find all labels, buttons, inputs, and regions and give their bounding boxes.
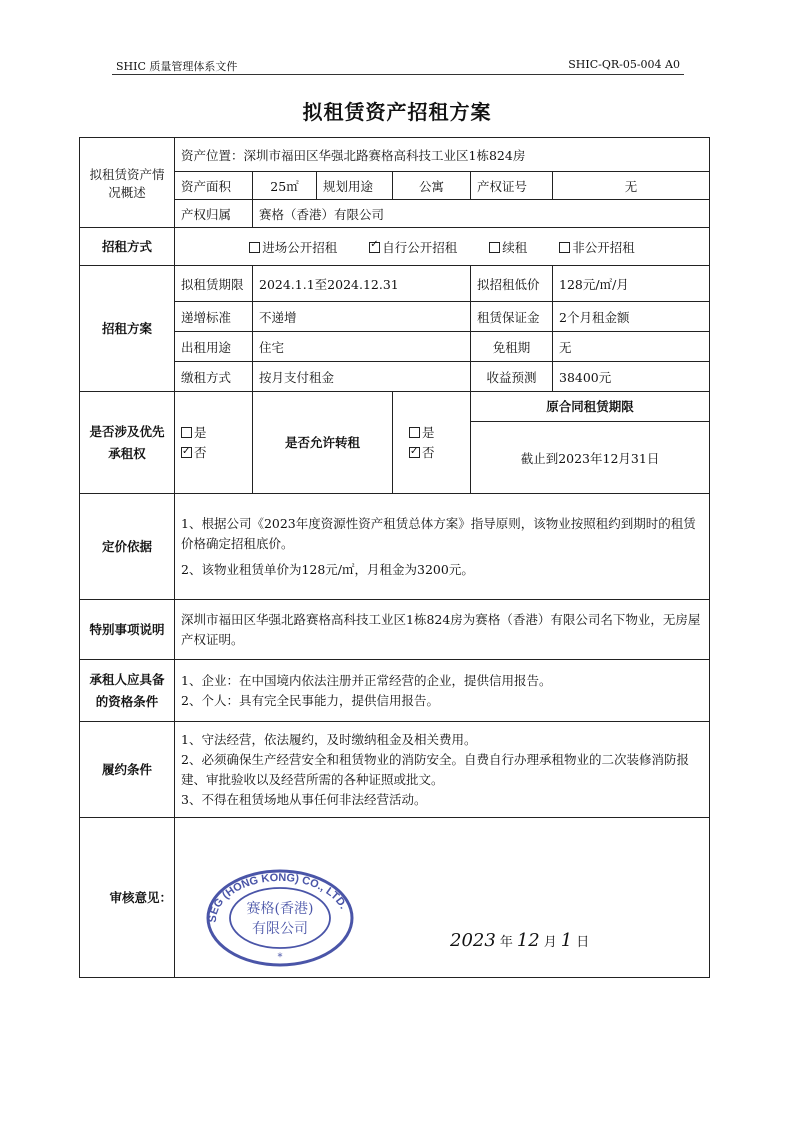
checkbox-checked-icon	[369, 242, 380, 253]
sublet-yes[interactable]: 是	[409, 423, 464, 443]
sublet-label: 是否允许转租	[253, 392, 393, 494]
deposit-value: 2个月租金额	[553, 302, 710, 332]
perform-line-2: 2、必须确保生产经营安全和租赁物业的消防安全。自费自行办理承租物业的二次装修消防报建、审批验收以及经营所需的各种证照或批文。	[181, 751, 689, 787]
free-label: 免租期	[471, 332, 553, 362]
price-label: 拟招租低价	[471, 266, 553, 302]
use-value: 住宅	[253, 332, 471, 362]
increase-value: 不递增	[253, 302, 471, 332]
qualify-line-1: 1、企业：在中国境内依法注册并正常经营的企业，提供信用报告。	[181, 672, 552, 688]
date-year: 2023	[450, 930, 496, 951]
increase-label: 递增标准	[175, 302, 253, 332]
special-label: 特别事项说明	[80, 600, 175, 660]
seal-inner-2: 有限公司	[252, 921, 308, 937]
method-option-2[interactable]: ✓ 自行公开招租	[369, 240, 457, 255]
checkbox-icon	[409, 427, 420, 438]
perform-text	[175, 722, 710, 818]
priority-choice	[175, 392, 253, 494]
pay-label: 缴租方式	[175, 362, 253, 392]
date-day: 1	[560, 930, 573, 951]
owner-value: 赛格（香港）有限公司	[253, 200, 710, 228]
checkbox-icon	[181, 427, 192, 438]
priority-label: 是否涉及优先承租权	[80, 392, 175, 494]
period-value: 2024.1.1至2024.12.31	[253, 266, 471, 302]
method-options	[175, 228, 710, 266]
priority-no[interactable]: ✓否	[181, 443, 246, 463]
checkbox-icon	[489, 242, 500, 253]
seal-star-icon: *	[277, 952, 283, 963]
page-title: 拟租赁资产招租方案	[302, 100, 492, 124]
area-label: 资产面积	[175, 172, 253, 200]
qualify-line-2: 2、个人：具有完全民事能力，提供信用报告。	[181, 692, 439, 708]
asset-location: 资产位置：深圳市福田区华强北路赛格高科技工业区1栋824房	[175, 138, 710, 172]
free-value: 无	[553, 332, 710, 362]
period-label: 拟租赁期限	[175, 266, 253, 302]
header-right: SHIC-QR-05-004 A0	[568, 58, 680, 71]
date-month: 12	[516, 930, 540, 951]
sublet-no[interactable]: ✓否	[409, 443, 464, 463]
usage-value: 公寓	[393, 172, 471, 200]
cert-label: 产权证号	[471, 172, 553, 200]
orig-term-value: 截止到2023年12月31日	[471, 422, 710, 494]
checkbox-checked-icon	[409, 447, 420, 458]
seal-outer-text: SEG (HONG KONG) CO., LTD.	[206, 871, 350, 923]
pricing-line-1: 1、根据公司《2023年度资源性资产租赁总体方案》指导原则，该物业按照租约到期时的租赁价格确定招租底价。	[181, 515, 696, 551]
overview-label: 拟租赁资产情况概述	[80, 138, 175, 228]
priority-yes[interactable]: 是	[181, 423, 246, 443]
checkbox-icon	[249, 242, 260, 253]
income-label: 收益预测	[471, 362, 553, 392]
pricing-text	[175, 494, 710, 600]
checkbox-icon	[559, 242, 570, 253]
sublet-choice	[393, 392, 471, 494]
review-label: 审核意见：	[80, 818, 175, 978]
income-value: 38400元	[553, 362, 710, 392]
method-label: 招租方式	[80, 228, 175, 266]
perform-label: 履约条件	[80, 722, 175, 818]
perform-line-3: 3、不得在租赁场地从事任何非法经营活动。	[181, 791, 427, 807]
usage-label: 规划用途	[317, 172, 393, 200]
owner-label: 产权归属	[175, 200, 253, 228]
header-left: SHIC 质量管理体系文件	[116, 60, 238, 73]
special-text: 深圳市福田区华强北路赛格高科技工业区1栋824房为赛格（香港）有限公司名下物业，无房屋产权证明。	[175, 600, 710, 660]
review-date: 2023 年 12 月 1 日	[450, 930, 590, 951]
company-seal	[205, 868, 355, 968]
qualify-label: 承租人应具备的资格条件	[80, 660, 175, 722]
price-value: 128元/㎡/月	[553, 266, 710, 302]
area-value: 25㎡	[253, 172, 317, 200]
seal-inner-1: 赛格(香港)	[246, 901, 314, 917]
use-label: 出租用途	[175, 332, 253, 362]
checkbox-checked-icon	[181, 447, 192, 458]
plan-label: 招租方案	[80, 266, 175, 392]
rental-plan-table	[79, 137, 710, 978]
perform-line-1: 1、守法经营，依法履约，及时缴纳租金及相关费用。	[181, 731, 477, 747]
method-option-4[interactable]: 非公开招租	[559, 240, 635, 255]
document-header	[112, 56, 684, 75]
qualify-text	[175, 660, 710, 722]
method-option-1[interactable]: 进场公开招租	[249, 240, 337, 255]
pricing-line-2: 2、该物业租赁单价为128元/㎡，月租金为3200元。	[181, 561, 474, 577]
pay-value: 按月支付租金	[253, 362, 471, 392]
orig-term-label: 原合同租赁期限	[471, 392, 710, 422]
pricing-label: 定价依据	[80, 494, 175, 600]
cert-value: 无	[553, 172, 710, 200]
deposit-label: 租赁保证金	[471, 302, 553, 332]
method-option-3[interactable]: 续租	[489, 240, 527, 255]
